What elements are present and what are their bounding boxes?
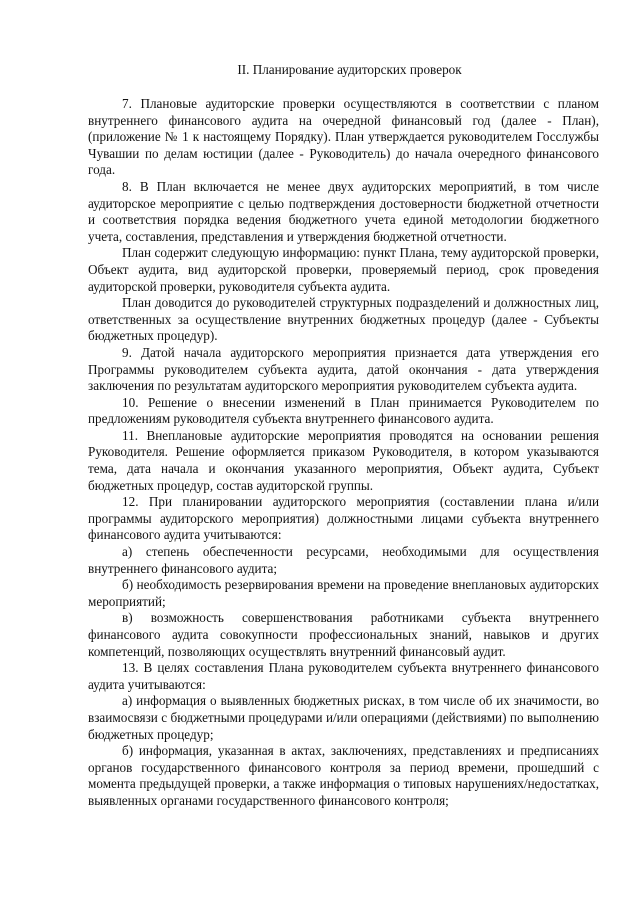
paragraph-9: 9. Датой начала аудиторского мероприятия признается дата утверждения его Программы руководителем субъекта аудита, датой окончания - дата утверждения заключения по результатам аудиторского мероприятия руководителем субъекта аудита. [88, 344, 599, 394]
paragraph-13-b: б) информация, указанная в актах, заключениях, представлениях и предписаниях органов государственного финансового контроля за период времени, прошедший с момента предыдущей проверки, а также информация о типовых нарушениях/недостатках, выявленных органами государственного финансового контроля; [88, 743, 599, 808]
paragraph-12-v: в) возможность совершенствования работниками субъекта внутреннего финансового аудита совокупности профессиональных знаний, навыков и других компетенций, позволяющих осуществлять внутренний финансовый аудит. [88, 610, 599, 659]
paragraph-plan-distribution: План доводится до руководителей структурных подразделений и должностных лиц, ответственных за осуществление внутренних бюджетных процедур (далее - Субъекты бюджетных процедур). [88, 295, 599, 344]
paragraph-7: 7. Плановые аудиторские проверки осуществляются в соответствии с планом внутреннего финансового аудита на очередной финансовый год (далее - План), (приложение № 1 к настоящему Порядку). План утверждается руководителем Госслужбы Чувашии по делам юстиции (далее - Руководитель) до начала очередного финансового года. [88, 96, 599, 178]
paragraph-plan-contents: План содержит следующую информацию: пункт Плана, тему аудиторской проверки, Объект аудита, вид аудиторской проверки, проверяемый период, срок проведения аудиторской проверки, руководителя субъекта аудита. [88, 245, 599, 294]
section-heading: II. Планирование аудиторских проверок [237, 62, 462, 77]
paragraph-12-a: а) степень обеспеченности ресурсами, необходимыми для осуществления внутреннего финансового аудита; [88, 544, 599, 576]
paragraph-10: 10. Решение о внесении изменений в План принимается Руководителем по предложениям руководителя субъекта внутреннего финансового аудита. [88, 394, 599, 427]
paragraph-13-a: а) информация о выявленных бюджетных рисках, в том числе об их значимости, во взаимосвязи с бюджетными процедурами и/или операциями (действиями) по выполнению бюджетных процедур; [88, 693, 599, 742]
paragraph-12-b: б) необходимость резервирования времени на проведение внеплановых аудиторских мероприятий; [88, 577, 599, 609]
paragraph-11: 11. Внеплановые аудиторские мероприятия проводятся на основании решения Руководителя. Решение оформляется приказом Руководителя, в котором указываются тема, дата начала и окончания указанного мероприятия, Объект аудита, Субъект бюджетных процедур, состав аудиторской группы. [88, 427, 599, 493]
paragraph-8: 8. В План включается не менее двух аудиторских мероприятий, в том числе аудиторское мероприятие с целью подтверждения достоверности бюджетной отчетности и соответствия порядка ведения бюджетного учета единой методологии бюджетного учета, составления, представления и утверждения бюджетной отчетности. [88, 178, 599, 244]
document-page [88, 62, 599, 810]
paragraph-13: 13. В целях составления Плана руководителем субъекта внутреннего финансового аудита учитываются: [88, 660, 599, 692]
paragraph-12: 12. При планировании аудиторского мероприятия (составлении плана и/или программы аудиторского мероприятия) должностными лицами субъекта внутреннего финансового аудита учитываются: [88, 494, 599, 543]
